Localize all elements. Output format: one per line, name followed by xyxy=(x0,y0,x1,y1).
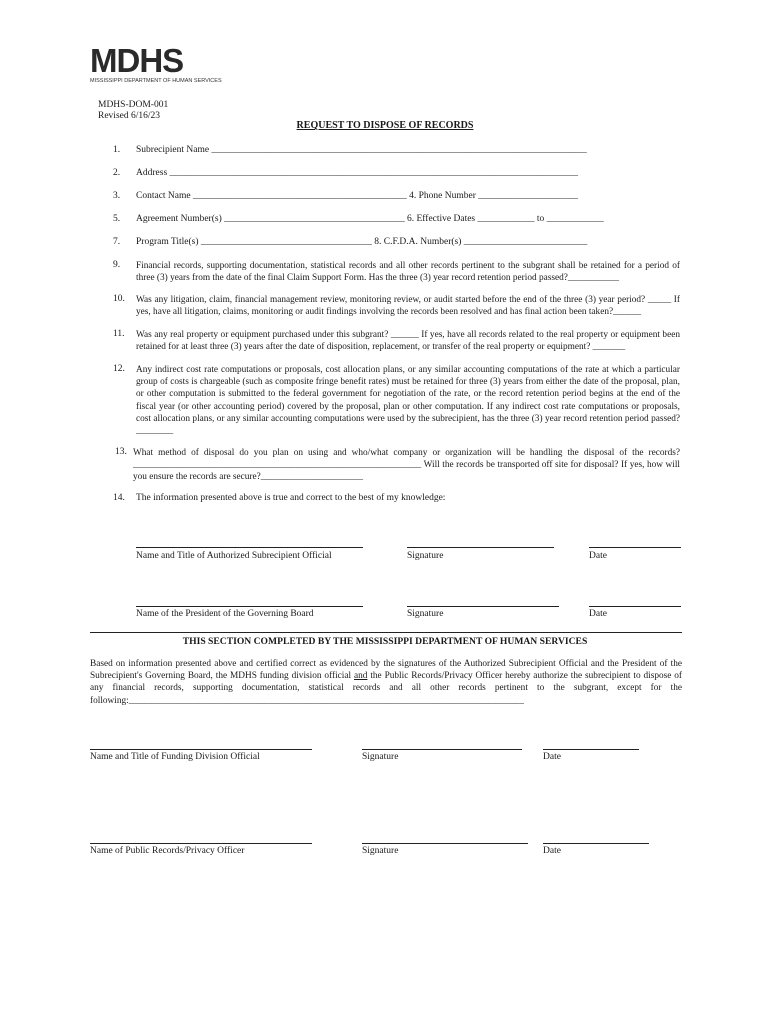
item-10-number: 10. xyxy=(113,294,125,304)
program-cfda-field[interactable]: Program Title(s) ____________________________________ 8. C.F.D.A. Number(s) __________________________ xyxy=(136,237,588,247)
signature-label: Signature xyxy=(407,609,444,619)
signature-label: Signature xyxy=(362,846,399,856)
item-13-text: What method of disposal do you plan on using and who/what company or organization will be handling the disposal of the records? ______________________________________________________________ Will the records be transported off site for disposal? If yes, how will you ensure the records are secure?______________________ xyxy=(133,448,680,483)
item-9-number: 9. xyxy=(113,260,121,270)
mdhs-authorization-text xyxy=(90,658,682,707)
document-id: MDHS-DOM-001 xyxy=(98,100,169,110)
item-13-number: 13. xyxy=(115,447,127,457)
privacy-officer-label: Name of Public Records/Privacy Officer xyxy=(90,846,245,856)
authorization-text-part2: the Public Records/Privacy Officer hereby authorize the subrecipient to dispose of any financial records, supporting documentation, statistical records and all other records pertinent to the subgrant, except for the following:_____________________________________________________________________________________ xyxy=(90,671,683,706)
date-label: Date xyxy=(589,609,607,619)
item-7-number: 7. xyxy=(113,237,121,247)
address-field[interactable]: Address ______________________________________________________________________________________ xyxy=(136,168,579,178)
item-3-number: 3. xyxy=(113,191,121,201)
contact-phone-field[interactable]: Contact Name _____________________________________________ 4. Phone Number _____________________ xyxy=(136,191,578,201)
item-11-text: Was any real property or equipment purchased under this subgrant? ______ If yes, have all records related to the real property or equipment been retained for at least three (3) years after the date of disposition, replacement, or transfer of the real property or equipment? _______ xyxy=(136,330,680,353)
mdhs-logo xyxy=(90,42,222,84)
authorization-text-and: and xyxy=(354,671,368,682)
item-14-number: 14. xyxy=(113,493,125,503)
item-12-text: Any indirect cost rate computations or proposals, cost allocation plans, or any similar accounting computations of the rate at which a particular group of costs is chargeable (such as composite fringe benefit rates) must be retained for three (3) years from either the date of the proposal, plan, or other computation is submitted to the federal government for negotiation of the rate, or the record retention period begins at the end of the fiscal year (or other accounting period) covered by the proposal, plan or other computation. If any indirect cost rate computations or proposals, cost allocation plans, or any similar accounting computations were used by the subrecipient, has the three (3) year record retention period passed?________ xyxy=(136,365,680,437)
subrecipient-signature-line[interactable] xyxy=(407,547,554,548)
mdhs-section-title: THIS SECTION COMPLETED BY THE MISSISSIPPI DEPARTMENT OF HUMAN SERVICES xyxy=(182,636,588,647)
logo-text: MDHS xyxy=(90,42,184,79)
form-title: REQUEST TO DISPOSE OF RECORDS xyxy=(296,120,474,131)
privacy-officer-signature-line[interactable] xyxy=(90,843,312,844)
section-divider xyxy=(90,632,682,633)
agreement-dates-field[interactable]: Agreement Number(s) ______________________________________ 6. Effective Dates ____________ to ____________ xyxy=(136,214,604,224)
item-9-text: Financial records, supporting documentation, statistical records and all other records pertinent to the subgrant shall be retained for a period of three (3) years from the date of the final Claim Support Form. Has the three (3) year record retention period passed?___________ xyxy=(136,261,680,284)
subrecipient-date-line[interactable] xyxy=(589,547,681,548)
subrecipient-name-field[interactable]: Subrecipient Name _______________________________________________________________________________ xyxy=(136,145,587,155)
funding-official-signature-line[interactable] xyxy=(90,749,312,750)
board-date-line[interactable] xyxy=(589,606,681,607)
item-11-number: 11. xyxy=(113,329,125,339)
date-label: Date xyxy=(543,752,561,762)
board-signature-line[interactable] xyxy=(407,606,559,607)
date-label: Date xyxy=(589,551,607,561)
item-12-number: 12. xyxy=(113,364,125,374)
board-president-signature-line[interactable] xyxy=(136,606,363,607)
funding-official-label: Name and Title of Funding Division Official xyxy=(90,752,260,762)
item-2-number: 2. xyxy=(113,168,121,178)
subrecipient-official-label: Name and Title of Authorized Subrecipient Official xyxy=(136,551,332,561)
subrecipient-official-signature-line[interactable] xyxy=(136,547,363,548)
board-president-label: Name of the President of the Governing Board xyxy=(136,609,314,619)
date-label: Date xyxy=(543,846,561,856)
funding-signature-line[interactable] xyxy=(362,749,522,750)
funding-date-line[interactable] xyxy=(543,749,639,750)
item-1-number: 1. xyxy=(113,145,121,155)
signature-label: Signature xyxy=(407,551,444,561)
signature-label: Signature xyxy=(362,752,399,762)
logo-subtitle: MISSISSIPPI DEPARTMENT OF HUMAN SERVICES xyxy=(90,78,222,84)
item-5-number: 5. xyxy=(113,214,121,224)
item-10-text: Was any litigation, claim, financial management review, monitoring review, or audit started before the end of the three (3) year period? _____ If yes, have all litigation, claims, monitoring or audit findings involving the records been resolved and has final action been taken?______ xyxy=(136,295,680,318)
revision-date: Revised 6/16/23 xyxy=(98,111,161,121)
privacy-date-line[interactable] xyxy=(543,843,649,844)
privacy-signature-line[interactable] xyxy=(362,843,528,844)
authorization-text-part1: Based on information presented above and certified correct as evidenced by the signatures of the Authorized Subrecipient Official and the President of the Subrecipient's Governing Board, the MDHS funding division official xyxy=(90,659,682,682)
item-14-text: The information presented above is true and correct to the best of my knowledge: xyxy=(136,493,446,503)
